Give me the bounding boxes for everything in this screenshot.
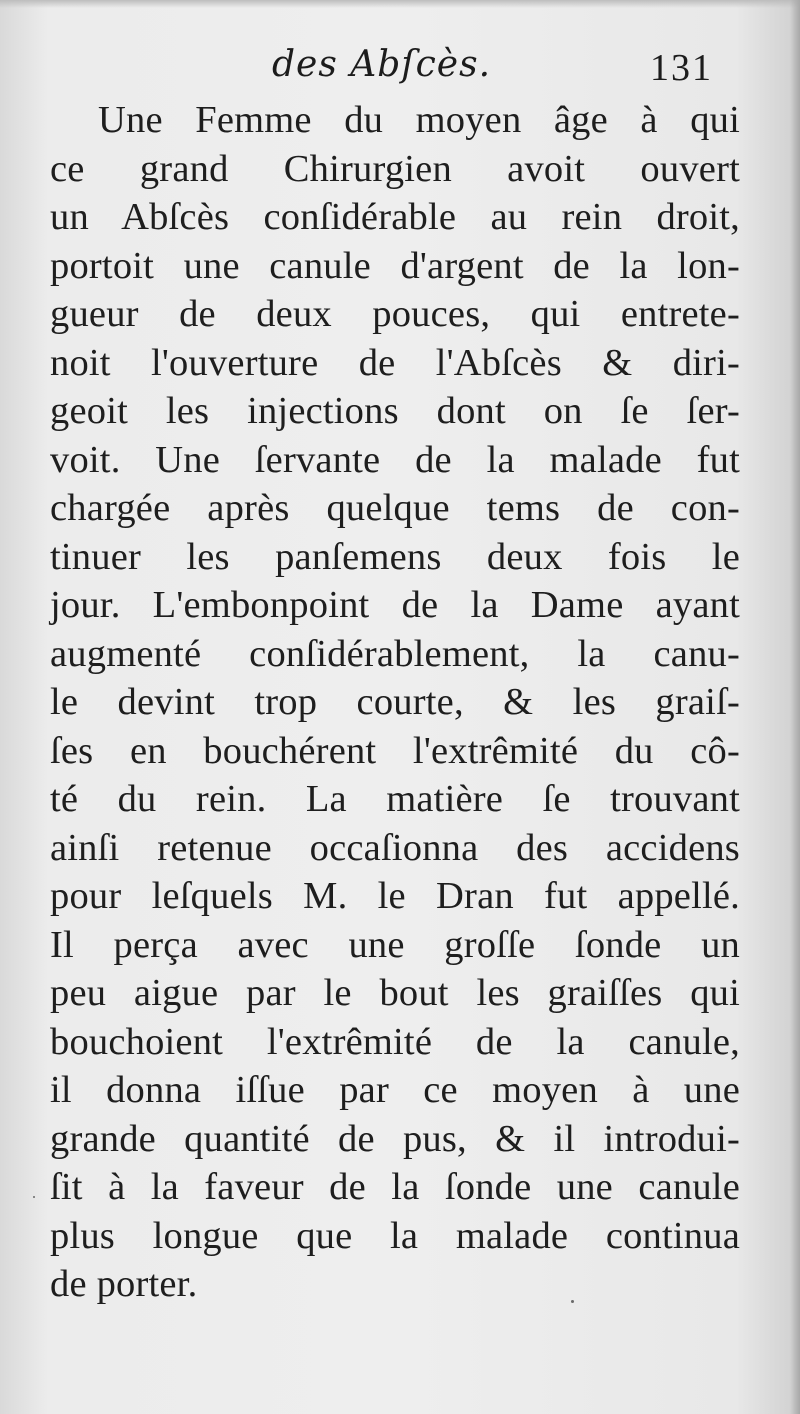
text-line: tinuer les panſemens deux fois le [50,535,740,578]
running-head-title: des Abſcès. [272,44,492,85]
text-line: gueur de deux pouces, qui entrete- [50,293,740,335]
text-line: Une Femme du moyen âge à qui [98,99,740,141]
ink-speck [33,1196,35,1198]
text-line: ainſi retenue occaſionna des accidens [50,826,740,869]
text-line: le devint trop courte, & les graiſ- [50,681,740,723]
running-head [0,44,800,96]
page-gutter-shadow [790,0,800,1414]
text-line: Il perça avec une groſſe ſonde un [50,923,740,966]
text-line: geoit les injections dont on ſe ſer- [50,390,740,432]
text-line: bouchoient l'extrêmité de la canule, [50,1020,740,1063]
text-line: chargée après quelque tems de con- [50,487,740,529]
ink-speck [571,1300,574,1303]
text-line: peu aigue par le bout les graiſſes qui [50,972,740,1014]
body-text [50,96,740,1309]
text-line: de porter. [50,1263,198,1305]
text-line: té du rein. La matière ſe trouvant [50,778,740,820]
text-line: plus longue que la malade continua [50,1214,740,1257]
text-line: noit l'ouverture de l'Abſcès & diri- [50,341,740,384]
text-line: ſes en bouchérent l'extrêmité du cô- [50,729,740,772]
text-line: portoit une canule d'argent de la lon- [50,244,740,287]
page-top-shadow [0,0,800,8]
text-line: pour leſquels M. le Dran fut appellé. [50,875,740,917]
text-line: un Abſcès conſidérable au rein droit, [50,196,740,238]
text-line: ſit à la faveur de la ſonde une canule [50,1166,740,1208]
page-number: 131 [650,47,713,89]
text-line: augmenté conſidérablement, la canu- [50,632,740,675]
text-line: il donna iſſue par ce moyen à une [50,1069,740,1111]
text-line: voit. Une ſervante de la malade fut [50,438,740,481]
text-line: grande quantité de pus, & il introdui- [50,1117,740,1160]
text-line: jour. L'embonpoint de la Dame ayant [50,584,740,626]
text-line: ce grand Chirurgien avoit ouvert [50,147,740,190]
